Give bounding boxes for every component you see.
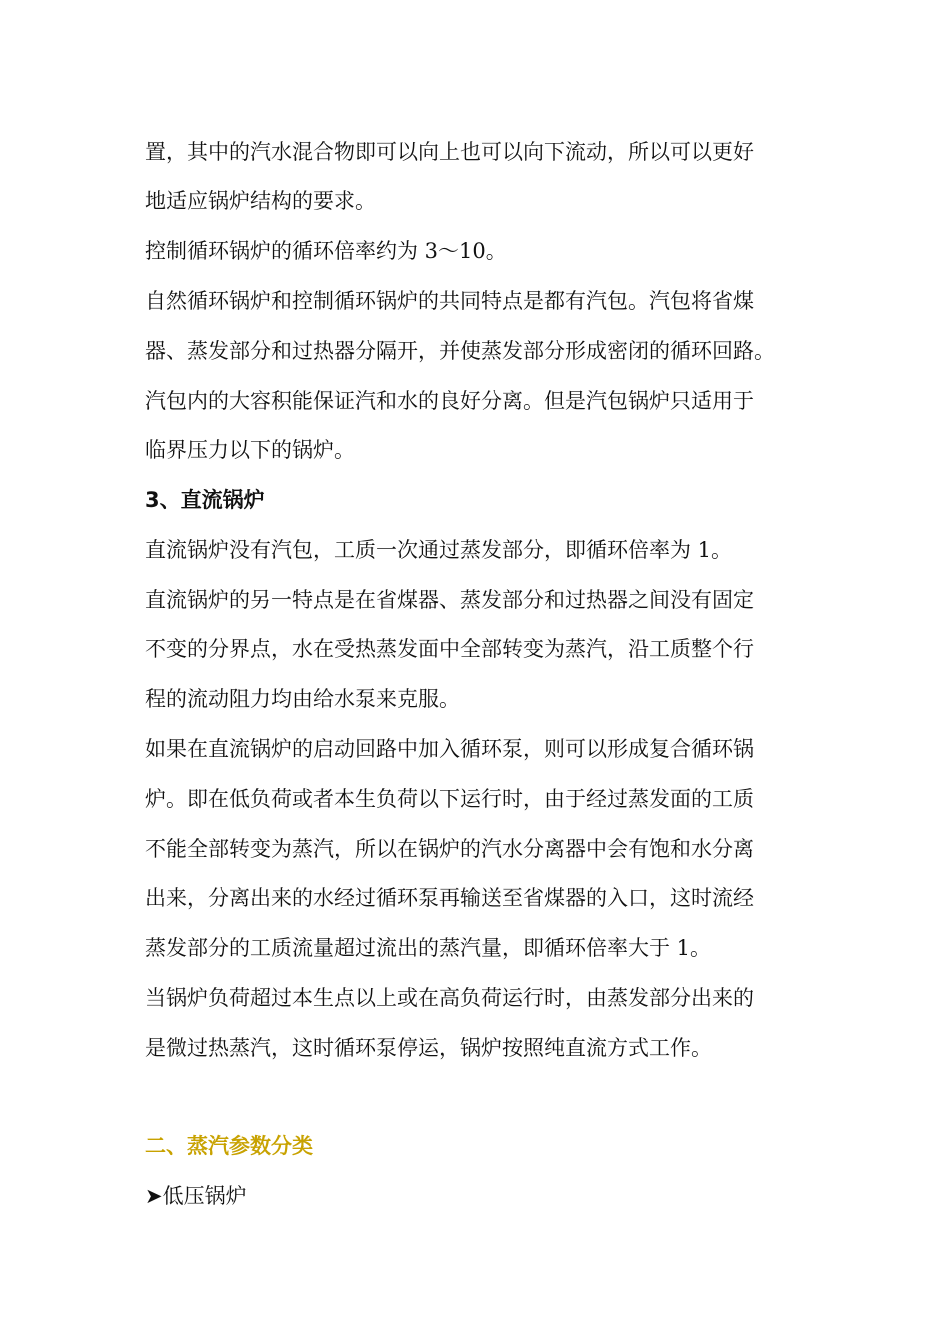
paragraph-line: 自然循环锅炉和控制循环锅炉的共同特点是都有汽包。汽包将省煤 bbox=[145, 289, 754, 313]
paragraph-line: 是微过热蒸汽，这时循环泵停运，锅炉按照纯直流方式工作。 bbox=[145, 1036, 712, 1060]
bullet-item bbox=[145, 1181, 845, 1211]
paragraph-line: 不能全部转变为蒸汽，所以在锅炉的汽水分离器中会有饱和水分离 bbox=[145, 837, 754, 861]
paragraph-line: 直流锅炉的另一特点是在省煤器、蒸发部分和过热器之间没有固定 bbox=[145, 588, 754, 612]
paragraph-line: 直流锅炉没有汽包，工质一次通过蒸发部分，即循环倍率为 1。 bbox=[145, 538, 733, 562]
paragraph-line: 置，其中的汽水混合物即可以向上也可以向下流动，所以可以更好 bbox=[145, 140, 754, 164]
paragraph-line: 器、蒸发部分和过热器分隔开，并使蒸发部分形成密闭的循环回路。 bbox=[145, 339, 775, 363]
paragraph-line: 程的流动阻力均由给水泵来克服。 bbox=[145, 687, 460, 711]
paragraph-line: 蒸发部分的工质流量超过流出的蒸汽量，即循环倍率大于 1。 bbox=[145, 936, 712, 960]
paragraph-line: 如果在直流锅炉的启动回路中加入循环泵，则可以形成复合循环锅 bbox=[145, 737, 754, 761]
paragraph-line: 炉。即在低负荷或者本生负荷以下运行时，由于经过蒸发面的工质 bbox=[145, 787, 754, 811]
paragraph-line: 临界压力以下的锅炉。 bbox=[145, 438, 355, 462]
arrow-bullet-icon: ➤ bbox=[145, 1184, 163, 1208]
paragraph-line: 地适应锅炉结构的要求。 bbox=[145, 189, 376, 213]
bullet-text: 低压锅炉 bbox=[162, 1184, 247, 1208]
chapter-heading: 二、蒸汽参数分类 bbox=[145, 1134, 313, 1158]
paragraph-line: 汽包内的大容积能保证汽和水的良好分离。但是汽包锅炉只适用于 bbox=[145, 389, 754, 413]
paragraph-line: 不变的分界点，水在受热蒸发面中全部转变为蒸汽，沿工质整个行 bbox=[145, 637, 754, 661]
paragraph-line: 出来，分离出来的水经过循环泵再输送至省煤器的入口，这时流经 bbox=[145, 886, 754, 910]
paragraph-line: 当锅炉负荷超过本生点以上或在高负荷运行时，由蒸发部分出来的 bbox=[145, 986, 754, 1010]
paragraph-line: 控制循环锅炉的循环倍率约为 3～10。 bbox=[145, 239, 507, 263]
section-heading: 3、直流锅炉 bbox=[145, 488, 265, 512]
